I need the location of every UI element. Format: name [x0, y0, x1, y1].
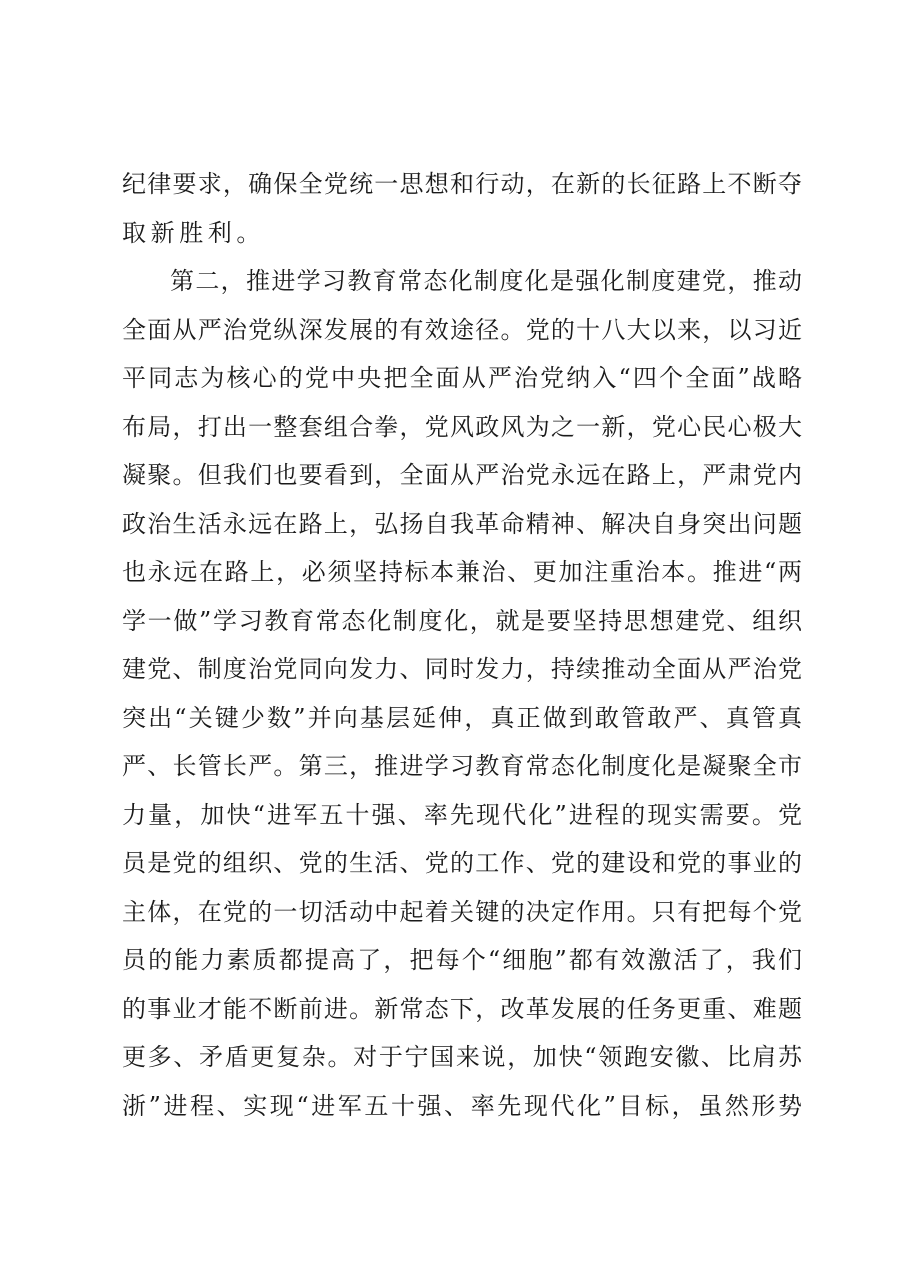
- text-line: 也永远在路上，必须坚持标本兼治、更加注重治本。推进“两: [122, 558, 802, 586]
- text-line: 全面从严治党纵深发展的有效途径。党的十八大以来，以习近: [122, 315, 802, 344]
- text-line: 员是党的组织、党的生活、党的工作、党的建设和党的事业的: [122, 849, 802, 877]
- text-line: 凝聚。但我们也要看到，全面从严治党永远在路上，严肃党内: [122, 461, 802, 489]
- text-line: 学一做”学习教育常态化制度化，就是要坚持思想建党、组织: [122, 606, 802, 635]
- paragraph-start-line: 第二，推进学习教育常态化制度化是强化制度建党，推动: [170, 267, 802, 295]
- text-line: 的事业才能不断前进。新常态下，改革发展的任务更重、难题: [122, 994, 802, 1023]
- text-line: 取新胜利。: [122, 218, 265, 247]
- text-line: 严、长管长严。第三，推进学习教育常态化制度化是凝聚全市: [122, 752, 802, 780]
- text-line: 更多、矛盾更复杂。对于宁国来说，加快“领跑安徽、比肩苏: [122, 1043, 802, 1071]
- text-line: 主体，在党的一切活动中起着关键的决定作用。只有把每个党: [122, 897, 802, 926]
- text-line: 纪律要求，确保全党统一思想和行动，在新的长征路上不断夺: [122, 170, 802, 198]
- text-line: 浙”进程、实现“进军五十强、率先现代化”目标，虽然形势: [122, 1091, 802, 1120]
- text-line: 政治生活永远在路上，弘扬自我革命精神、解决自身突出问题: [122, 509, 802, 538]
- text-line: 力量，加快“进军五十强、率先现代化”进程的现实需要。党: [122, 800, 802, 829]
- text-line: 员的能力素质都提高了，把每个“细胞”都有效激活了，我们: [122, 946, 802, 974]
- text-line: 建党、制度治党同向发力、同时发力，持续推动全面从严治党: [122, 655, 802, 683]
- text-line: 突出“关键少数”并向基层延伸，真正做到敢管敢严、真管真: [122, 703, 802, 732]
- text-line: 平同志为核心的党中央把全面从严治党纳入“四个全面”战略: [122, 364, 802, 392]
- text-line: 布局，打出一整套组合拳，党风政风为之一新，党心民心极大: [122, 412, 802, 441]
- body-text: [122, 160, 802, 1130]
